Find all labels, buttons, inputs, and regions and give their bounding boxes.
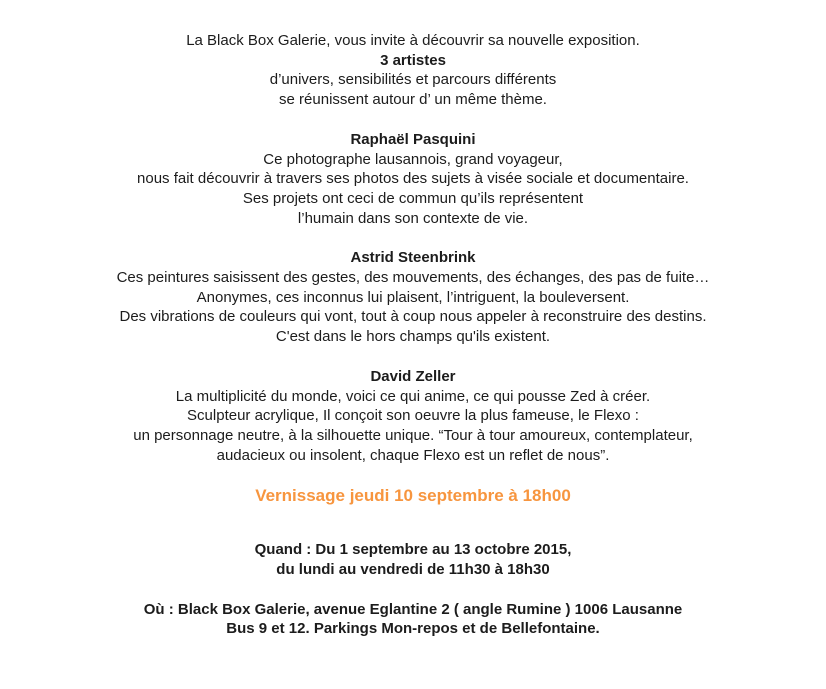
hours-line: du lundi au vendredi de 11h30 à 18h30: [276, 561, 550, 579]
artist-description-line: La multiplicité du monde, voici ce qui anime, ce qui pousse Zed à créer.: [175, 387, 651, 405]
artist-section-david-zeller: [0, 367, 826, 466]
dates-line: Quand : Du 1 septembre au 13 octobre 2015,: [254, 541, 572, 559]
artist-description-line: Ces peintures saisissent des gestes, des mouvements, des échanges, des pas de fuite…: [116, 269, 710, 287]
artist-name: Astrid Steenbrink: [350, 249, 476, 267]
address-line: Où : Black Box Galerie, avenue Eglantine 2 ( angle Rumine ) 1006 Lausanne: [143, 600, 683, 618]
artist-description-line: un personnage neutre, à la silhouette unique. “Tour à tour amoureux, contemplateur,: [133, 426, 693, 444]
intro-line: se réunissent autour d’ un même thème.: [279, 91, 547, 109]
intro-section: [0, 31, 826, 110]
location-section: [0, 600, 826, 639]
transport-line: Bus 9 et 12. Parkings Mon-repos et de Bellefontaine.: [226, 620, 600, 638]
dates-section: [0, 540, 826, 579]
artist-description-line: l’humain dans son contexte de vie.: [297, 209, 529, 227]
artist-description-line: Sculpteur acrylique, Il conçoit son oeuvre la plus fameuse, le Flexo :: [187, 407, 639, 425]
artist-name: Raphaël Pasquini: [350, 130, 476, 148]
intro-line: d’univers, sensibilités et parcours différents: [269, 71, 557, 89]
artist-description-line: Anonymes, ces inconnus lui plaisent, l’intriguent, la bouleversent.: [196, 288, 630, 306]
artist-description-line: nous fait découvrir à travers ses photos des sujets à visée sociale et documentaire.: [137, 170, 689, 188]
artist-description-line: Des vibrations de couleurs qui vont, tout à coup nous appeler à reconstruire des destins.: [119, 308, 707, 326]
artist-description-line: C'est dans le hors champs qu'ils existent.: [275, 328, 551, 346]
artist-section-raphael-pasquini: [0, 130, 826, 229]
vernissage-announcement: Vernissage jeudi 10 septembre à 18h00: [255, 486, 571, 506]
artist-description-line: Ses projets ont ceci de commun qu’ils représentent: [242, 189, 584, 207]
artists-count-heading: 3 artistes: [380, 51, 446, 69]
artist-description-line: Ce photographe lausannois, grand voyageur,: [263, 150, 563, 168]
artist-section-astrid-steenbrink: [0, 248, 826, 347]
intro-line: La Black Box Galerie, vous invite à découvrir sa nouvelle exposition.: [186, 32, 640, 49]
artist-name: David Zeller: [370, 367, 456, 385]
artist-description-line: audacieux ou insolent, chaque Flexo est un reflet de nous”.: [216, 446, 610, 464]
